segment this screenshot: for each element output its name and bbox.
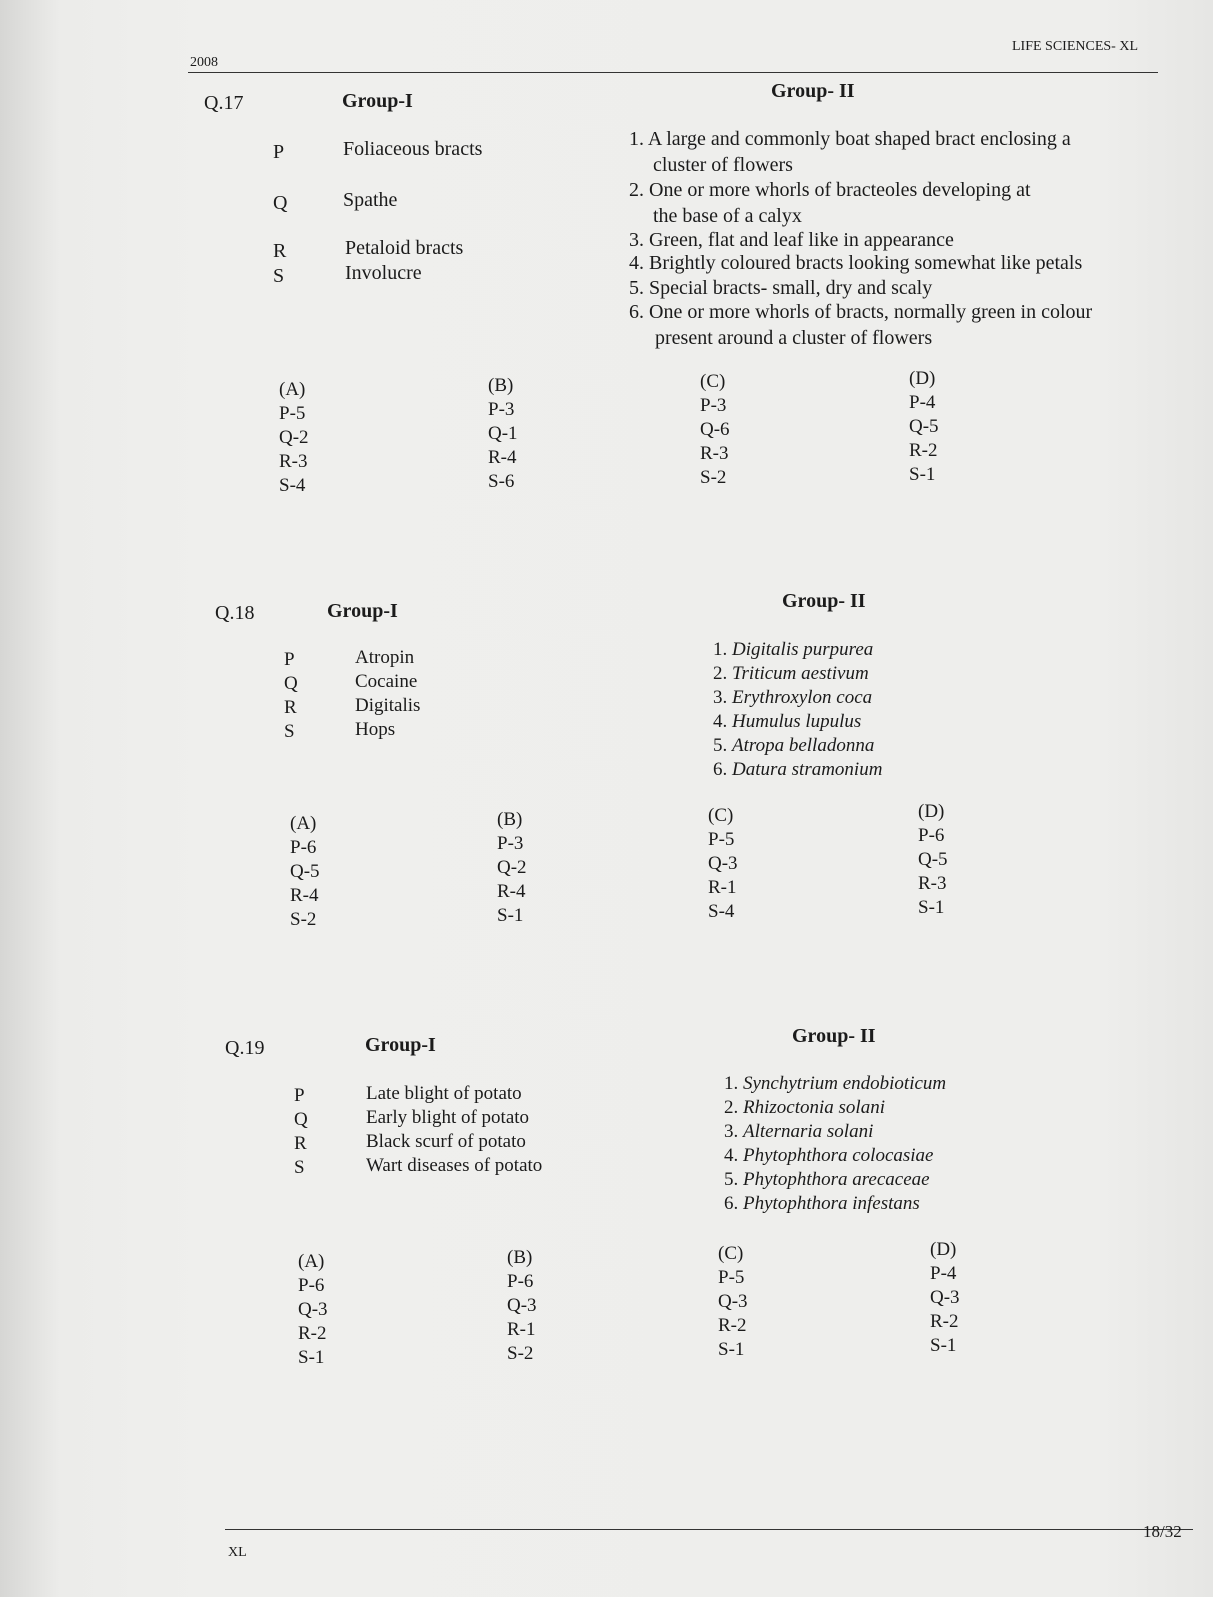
option-c[interactable] (708, 804, 738, 924)
group2-item: 3. Alternaria solani (724, 1121, 874, 1142)
option-pair: R-3 (700, 443, 729, 464)
option-pair: Q-3 (718, 1291, 748, 1312)
group1-item: Digitalis (355, 695, 421, 716)
option-pair: P-5 (279, 403, 306, 424)
group1-title: Group-I (342, 90, 413, 112)
group2-line: 5. Special bracts- small, dry and scaly (629, 277, 933, 299)
option-pair: R-3 (279, 451, 308, 472)
option-pair: R-4 (488, 447, 517, 468)
group2-line: 2. One or more whorls of bracteoles developing at (629, 179, 1031, 201)
header-year: 2008 (190, 55, 218, 70)
group1-item: Late blight of potato (366, 1083, 522, 1104)
option-pair: Q-5 (909, 416, 939, 437)
option-pair: S-2 (290, 909, 317, 930)
option-pair: Q-1 (488, 423, 518, 444)
group1-key: R (294, 1133, 307, 1154)
group1-list (355, 646, 420, 742)
group1-item: Hops (355, 719, 396, 740)
option-pair: Q-2 (497, 857, 527, 878)
option-pair: Q-5 (290, 861, 320, 882)
footer-rule (225, 1529, 1193, 1530)
footer-page-number: 18/32 (1143, 1522, 1182, 1541)
group1-key: R (284, 697, 297, 718)
option-pair: Q-3 (708, 853, 738, 874)
group1-item: Early blight of potato (366, 1107, 530, 1128)
option-pair: P-3 (700, 395, 727, 416)
group1-key: P (284, 649, 295, 670)
option-label: (B) (488, 375, 514, 396)
option-pair: S-4 (279, 475, 306, 496)
group1-key: P (294, 1085, 305, 1106)
option-label: (B) (497, 809, 523, 830)
group2-item: 6. Datura stramonium (713, 759, 883, 780)
option-label: (D) (918, 801, 945, 822)
option-pair: P-6 (298, 1275, 325, 1296)
option-label: (D) (909, 368, 936, 389)
option-pair: P-4 (909, 392, 936, 413)
group1-keys (294, 1084, 308, 1180)
group2-title: Group- II (782, 590, 866, 612)
group1-key: S (284, 721, 295, 742)
group1-keys (284, 648, 298, 744)
option-pair: P-6 (290, 837, 317, 858)
option-d[interactable] (909, 367, 939, 487)
group2-line: 3. Green, flat and leaf like in appearance (629, 229, 954, 251)
option-d[interactable] (930, 1238, 960, 1358)
group1-key: S (294, 1157, 305, 1178)
option-pair: S-2 (507, 1343, 534, 1364)
group1-key: Q (273, 192, 288, 214)
option-pair: S-6 (488, 471, 515, 492)
option-pair: P-6 (918, 825, 945, 846)
group2-title: Group- II (792, 1025, 876, 1047)
option-label: (C) (718, 1243, 744, 1264)
group2-item: 2. Rhizoctonia solani (724, 1097, 885, 1118)
header-subject: LIFE SCIENCES- XL (1012, 39, 1138, 54)
option-pair: R-1 (708, 877, 737, 898)
option-pair: S-4 (708, 901, 735, 922)
group1-title: Group-I (327, 600, 398, 622)
group1-item: Foliaceous bracts (343, 138, 483, 160)
option-pair: S-1 (718, 1339, 745, 1360)
group2-line: 6. One or more whorls of bracts, normally green in colour (629, 301, 1093, 323)
option-pair: R-3 (918, 873, 947, 894)
option-pair: S-1 (918, 897, 945, 918)
question-number: Q.18 (215, 602, 255, 624)
group2-item: 1. Synchytrium endobioticum (724, 1073, 947, 1094)
option-pair: P-5 (708, 829, 735, 850)
option-d[interactable] (918, 800, 948, 920)
option-b[interactable] (488, 374, 518, 494)
option-pair: Q-3 (507, 1295, 537, 1316)
group1-item: Involucre (345, 262, 422, 284)
group1-item: Wart diseases of potato (366, 1155, 543, 1176)
option-pair: Q-3 (930, 1287, 960, 1308)
group1-key: Q (284, 673, 298, 694)
group1-key: Q (294, 1109, 308, 1130)
option-pair: P-4 (930, 1263, 957, 1284)
group1-key: S (273, 265, 285, 287)
group1-key: P (273, 141, 285, 163)
option-pair: Q-3 (298, 1299, 328, 1320)
group1-item: Spathe (343, 189, 398, 211)
option-label: (D) (930, 1239, 957, 1260)
option-label: (A) (290, 813, 317, 834)
option-pair: S-1 (298, 1347, 325, 1368)
group2-line: present around a cluster of flowers (655, 327, 933, 349)
option-pair: Q-2 (279, 427, 309, 448)
option-label: (A) (298, 1251, 325, 1272)
option-label: (C) (700, 371, 726, 392)
group1-item: Petaloid bracts (345, 237, 464, 259)
question-number: Q.17 (204, 92, 244, 114)
group1-item: Black scurf of potato (366, 1131, 526, 1152)
header-rule (188, 72, 1158, 73)
option-a[interactable] (298, 1250, 328, 1370)
group2-item: 5. Atropa belladonna (713, 735, 875, 756)
group2-line: 4. Brightly coloured bracts looking somewhat like petals (629, 252, 1083, 274)
group1-key: R (273, 240, 287, 262)
option-pair: P-5 (718, 1267, 745, 1288)
option-pair: Q-5 (918, 849, 948, 870)
group2-item: 1. Digitalis purpurea (713, 639, 874, 660)
option-pair: R-4 (497, 881, 526, 902)
option-pair: S-2 (700, 467, 727, 488)
group2-item: 2. Triticum aestivum (713, 663, 869, 684)
group2-line: cluster of flowers (653, 154, 793, 176)
option-pair: S-1 (497, 905, 524, 926)
group2-item: 4. Phytophthora colocasiae (724, 1145, 934, 1166)
option-pair: R-1 (507, 1319, 536, 1340)
option-label: (B) (507, 1247, 533, 1268)
option-c[interactable] (718, 1242, 748, 1362)
group2-title: Group- II (771, 80, 855, 102)
group1-item: Atropin (355, 647, 415, 668)
group2-line: the base of a calyx (653, 205, 802, 227)
group2-item: 5. Phytophthora arecaceae (724, 1169, 930, 1190)
group2-item: 4. Humulus lupulus (713, 711, 862, 732)
option-pair: S-1 (909, 464, 936, 485)
option-pair: R-2 (930, 1311, 959, 1332)
option-pair: P-3 (488, 399, 515, 420)
option-pair: R-2 (909, 440, 938, 461)
option-c[interactable] (700, 370, 730, 490)
option-label: (C) (708, 805, 734, 826)
group1-item: Cocaine (355, 671, 418, 692)
group2-list (724, 1072, 946, 1216)
group1-title: Group-I (365, 1034, 436, 1056)
option-pair: P-6 (507, 1271, 534, 1292)
option-pair: R-2 (718, 1315, 747, 1336)
group2-list (713, 638, 882, 782)
option-b[interactable] (507, 1246, 537, 1366)
option-a[interactable] (279, 378, 309, 498)
option-pair: Q-6 (700, 419, 730, 440)
option-pair: R-4 (290, 885, 319, 906)
option-pair: R-2 (298, 1323, 327, 1344)
footer-paper-code: XL (228, 1545, 247, 1560)
question-number: Q.19 (225, 1037, 265, 1059)
group1-list (366, 1082, 542, 1178)
option-label: (A) (279, 379, 306, 400)
group2-item: 3. Erythroxylon coca (713, 687, 873, 708)
group2-item: 6. Phytophthora infestans (724, 1193, 920, 1214)
option-a[interactable] (290, 812, 320, 932)
option-pair: P-3 (497, 833, 524, 854)
option-pair: S-1 (930, 1335, 957, 1356)
group2-line: 1. A large and commonly boat shaped bract enclosing a (629, 128, 1071, 150)
option-b[interactable] (497, 808, 527, 928)
